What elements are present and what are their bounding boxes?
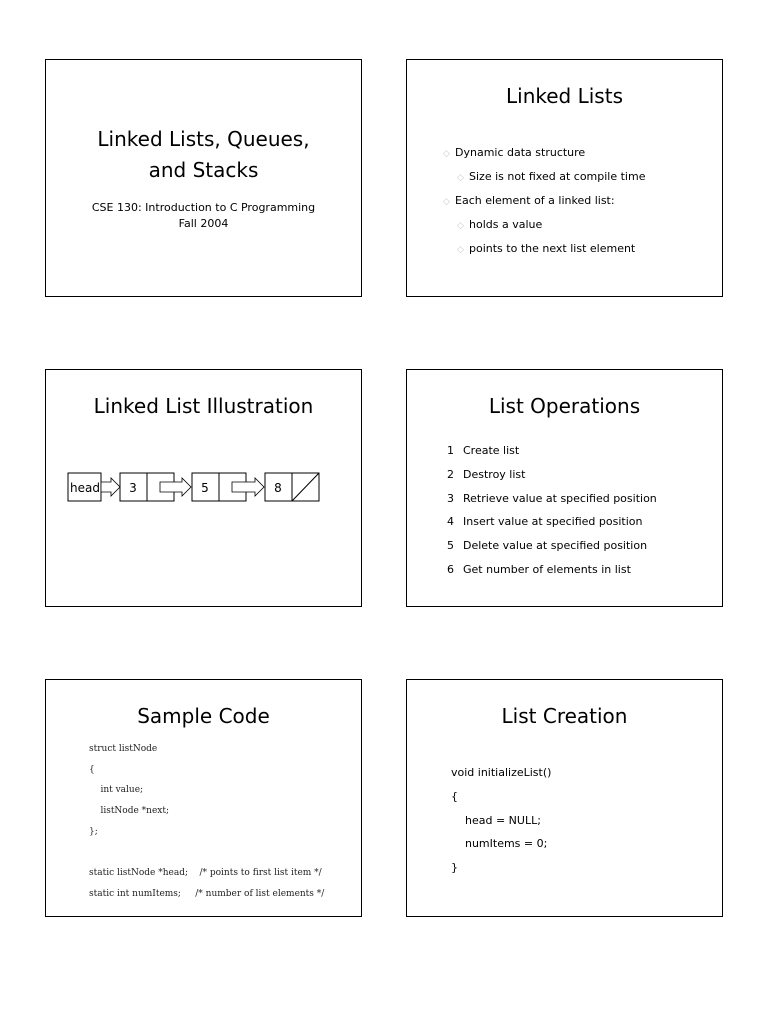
slide-heading: Sample Code: [137, 704, 270, 728]
bullet-item: ◇ Size is not fixed at compile time: [457, 170, 646, 183]
list-item: 1 Create list: [447, 444, 520, 457]
code-line: static listNode *head; /* points to first list item */: [89, 868, 322, 879]
slide-heading: Linked Lists: [506, 84, 623, 108]
term: Fall 2004: [178, 217, 229, 230]
slide-linked-lists: [406, 59, 723, 297]
slide-list-operations: [406, 369, 723, 607]
cover-title-line: and Stacks: [148, 158, 259, 182]
code-block: [89, 744, 324, 910]
cover-title: [46, 124, 361, 186]
bullet-item: ◇ Each element of a linked list:: [443, 194, 615, 207]
code-line: [89, 847, 324, 868]
bullet-icon: ◇: [443, 149, 450, 159]
slide-illustration: [45, 369, 362, 607]
course-name: CSE 130: Introduction to C Programming: [91, 201, 316, 214]
code-line: };: [89, 826, 98, 837]
numbered-list: [447, 444, 657, 587]
cover-title-line: Linked Lists, Queues,: [97, 127, 310, 151]
code-line: head = NULL;: [451, 813, 541, 827]
node-value: 8: [274, 481, 282, 495]
code-line: struct listNode: [89, 744, 158, 754]
linked-list-diagram: [45, 369, 362, 607]
arrow-icon: [101, 478, 120, 496]
slide-sample-code: [45, 679, 362, 917]
slide-title: [45, 59, 362, 297]
bullet-item: ◇ Dynamic data structure: [443, 146, 586, 159]
bullet-icon: ◇: [457, 173, 464, 183]
head-label: head: [70, 481, 100, 495]
slide-heading: List Creation: [501, 704, 628, 728]
slide-heading: Linked List Illustration: [93, 394, 314, 418]
bullet-icon: ◇: [443, 197, 450, 207]
slide-heading: List Operations: [488, 394, 641, 418]
list-item: 5 Delete value at specified position: [447, 539, 648, 553]
code-line: }: [451, 861, 458, 875]
list-item: 4 Insert value at specified position: [447, 515, 643, 529]
code-line: {: [451, 789, 458, 803]
code-line: int value;: [89, 785, 144, 796]
node-value: 3: [129, 481, 137, 495]
list-item: 6 Get number of elements in list: [447, 562, 631, 576]
cover-subtitle: [46, 200, 361, 232]
bullet-item: ◇ holds a value: [457, 218, 543, 231]
code-block: [451, 766, 551, 885]
list-item: 2 Destroy list: [447, 467, 526, 481]
bullet-icon: ◇: [457, 221, 464, 231]
list-item: 3 Retrieve value at specified position: [447, 491, 657, 505]
bullet-item: ◇ points to the next list element: [457, 242, 636, 255]
node-value: 5: [201, 481, 209, 495]
code-line: static int numItems; /* number of list elements */: [89, 888, 325, 899]
code-line: listNode *next;: [89, 806, 170, 817]
bullet-icon: ◇: [457, 245, 464, 255]
slide-list-creation: [406, 679, 723, 917]
code-line: numItems = 0;: [451, 837, 548, 851]
code-line: void initializeList(): [451, 766, 552, 779]
code-line: {: [89, 764, 95, 775]
bullet-list: [443, 146, 645, 266]
